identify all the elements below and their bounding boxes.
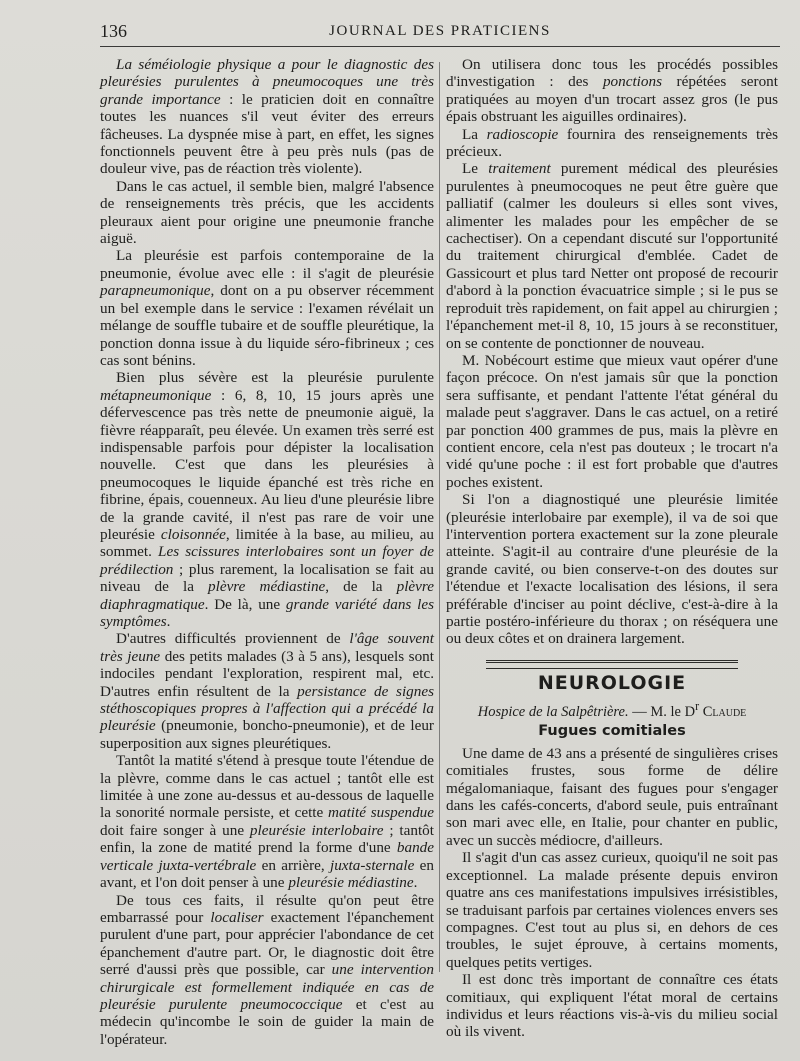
paragraph: Le traitement purement médical des pleurésies purulentes à pneumocoques ne peut être guère que palliatif (calmer les douleurs si elles sont vives, alimenter les malades pour les empêcher de se cachectiser). On a cependant discuté sur l'opportunité du traitement chirurgical d'emblée. Cadet de Gassicourt et plus tard Netter ont proposé de recourir d'abord à la ponction évacuatrice simple ; si le pus se reproduit très rapidement, on fait appel au chirurgien ; l'épanchement met-il 8, 10, 15 jours à se reconstituer, on se contente de ponctionner de nouveau.	[446, 160, 778, 352]
right-column	[446, 56, 778, 1041]
paragraph: La séméiologie physique a pour le diagnostic des pleurésies purulentes à pneumocoques une très grande importance : le praticien doit en connaître toutes les nuances s'il veut éviter des erreurs fâcheuses. La dyspnée mise à part, en effet, les signes fonctionnels peuvent être à peu près nuls (pas de douleur vive, pas de réaction très violente).	[100, 56, 434, 178]
paragraph: D'autres difficultés proviennent de l'âge souvent très jeune des petits malades (3 à 5 ans), lesquels sont indociles pendant l'exploration, respirent mal, etc. D'autres enfin résultent de la persistance de signes stéthoscopiques propres à l'affection qui a précédé la pleurésie (pneumonie, boncho-pneumonie), et de leur superposition aux signes pleurétiques.	[100, 630, 435, 752]
section-rule	[486, 660, 738, 669]
page-number: 136	[100, 20, 127, 41]
speaker-name: Claude	[702, 704, 747, 721]
lecture-subtitle: Fugues comitiales	[538, 723, 686, 740]
paragraph: M. Nobécourt estime que mieux vaut opérer d'une façon précoce. On n'est jamais sûr que la ponction sera suffisante, et pendant l'attente l'état général du malade peut s'aggraver. Dans le cas actuel, on a retiré par ponction 400 grammes de pus, mais la plèvre en contient encore, cela n'est pas douteux ; le trocart n'a vidé qu'une poche : il est fort probable que d'autres poches existent.	[446, 351, 778, 491]
paragraph: Il est donc très important de connaître ces états comitiaux, qui expliquent l'état moral de certains individus et leurs réactions vis-à-vis du milieu social où ils vivent.	[446, 971, 778, 1041]
section-title: NEUROLOGIE	[537, 671, 687, 694]
column-divider	[439, 62, 440, 972]
page-header	[100, 16, 780, 47]
paragraph: Si l'on a diagnostiqué une pleurésie limitée (pleurésie interlobaire par exemple), il va de soi que l'intervention portera exactement sur la zone pleurale atteinte. S'agit-il au contraire d'une pleurésie de la grande cavité, ou bien conserve-t-on des doutes sur l'étendue et l'exacte localisation des lésions, il sera préférable d'inciser au point déclive, c'est-à-dire à la partie postéro-inférieure du thorax ; on réséquera une ou deux côtes et on drainera largement.	[446, 491, 778, 648]
speaker-prefix: — M. le D	[632, 704, 696, 721]
paragraph: On utilisera donc tous les procédés possibles d'investigation : des ponctions répétées seront pratiquées au moyen d'un trocart assez gros (le pus épais obstruant les aiguilles ordinaires).	[446, 56, 778, 126]
lecture-attribution	[446, 698, 778, 721]
hospice-name: Hospice de la Salpêtrière.	[477, 704, 629, 721]
right-column-bottom	[446, 745, 778, 1041]
paragraph: La pleurésie est parfois contemporaine de la pneumonie, évolue avec elle : il s'agit de pleurésie parapneumonique, dont on a pu observer récemment un bel exemple dans le service : l'examen révélait un mélange de souffle tubaire et de souffle pleurétique, la ponction donna issue à du liquide séro-fibrineux ; ces cas sont bénins.	[100, 247, 434, 369]
paragraph: Bien plus sévère est la pleurésie purulente métapneumonique : 6, 8, 10, 15 jours après une défervescence pas très nette de pneumonie aiguë, la fièvre réapparaît, peu élevée. Un examen très serré est indispensable parfois pour dépister la localisation nouvelle. C'est que dans les pleurésies à pneumocoques le liquide épanché est très riche en fibrine, épais, couenneux. Au lieu d'une pleurésie libre de la grande cavité, il n'est pas rare de voir une pleurésie cloisonnée, limitée à la base, au milieu, au sommet. Les scissures interlobaires sont un foyer de prédilection ; plus rarement, la localisation se fait au niveau de la plèvre médiastine, de la plèvre diaphragmatique. De là, une grande variété dans les symptômes.	[100, 369, 434, 630]
speaker-title-sup: r	[695, 699, 700, 714]
paragraph: Tantôt la matité s'étend à presque toute l'étendue de la plèvre, comme dans le cas actuel ; tantôt elle est limitée à une zone au-dessus et au-dessous de laquelle la sonorité normale persiste, et cette matité suspendue doit faire songer à une pleurésie interlobaire ; tantôt enfin, la zone de matité prend la forme d'une bande verticale juxta-vertébrale en arrière, juxta-sternale en avant, et l'on doit penser à une pleurésie médiastine.	[100, 752, 435, 892]
paragraph: De tous ces faits, il résulte qu'on peut être embarrassé pour localiser exactement l'épanchement purulent d'une part, pour apprécier l'abondance de cet épanchement d'autre part. Or, le diagnostic doit être serré d'aussi près que possible, car une intervention chirurgicale est formellement indiquée en cas de pleurésie purulente pneumococcique et c'est au médecin qu'incombe le soin de guider la main de l'opérateur.	[100, 891, 434, 1048]
paragraph: Dans le cas actuel, il semble bien, malgré l'absence de renseignements très précis, que les accidents pleuraux aient pour origine une pneumonie franche aiguë.	[100, 177, 434, 248]
right-column-top	[446, 56, 778, 648]
left-column	[100, 56, 434, 1048]
paragraph: Il s'agit d'un cas assez curieux, quoiqu'il ne soit pas exceptionnel. La malade présente depuis environ quatre ans ces manifestations impulsives irrésistibles, se traduisant parfois par certaines violences envers ses compagnes. C'est tout au plus si, en dehors de ces troubles, le sujet éprouve, à certains moments, quelques petits vertiges.	[446, 849, 778, 971]
paragraph: Une dame de 43 ans a présenté de singulières crises comitiales frustes, sous forme de délire mégalomaniaque, faisant des fugues pour s'engager dans les cafés-concerts, d'abord seule, puis entraînant son mari avec elle, en Italie, pour chanter en public, avec un succès médiocre, d'ailleurs.	[446, 744, 778, 849]
journal-title: JOURNAL DES PRATICIENS	[329, 22, 551, 39]
paragraph: La radioscopie fournira des renseignements très précieux.	[446, 125, 778, 161]
